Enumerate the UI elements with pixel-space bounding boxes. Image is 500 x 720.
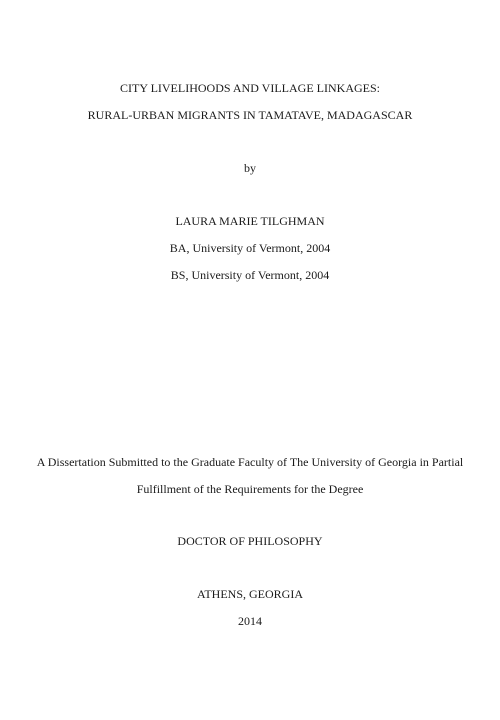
by-line: by	[244, 161, 256, 175]
place: ATHENS, GEORGIA	[197, 587, 303, 601]
title-line-2: RURAL-URBAN MIGRANTS IN TAMATAVE, MADAGASCAR	[87, 108, 413, 122]
degree-name: DOCTOR OF PHILOSOPHY	[177, 534, 323, 548]
prior-degree-bs: BS, University of Vermont, 2004	[170, 268, 330, 282]
submission-statement-line-1: A Dissertation Submitted to the Graduate Faculty of The University of Georgia in Partial	[36, 455, 464, 469]
submission-statement-line-2: Fulfillment of the Requirements for the Degree	[136, 482, 364, 496]
year: 2014	[238, 614, 262, 628]
author-name: LAURA MARIE TILGHMAN	[175, 214, 325, 228]
title-line-1: CITY LIVELIHOODS AND VILLAGE LINKAGES:	[120, 81, 380, 95]
prior-degree-ba: BA, University of Vermont, 2004	[169, 241, 331, 255]
